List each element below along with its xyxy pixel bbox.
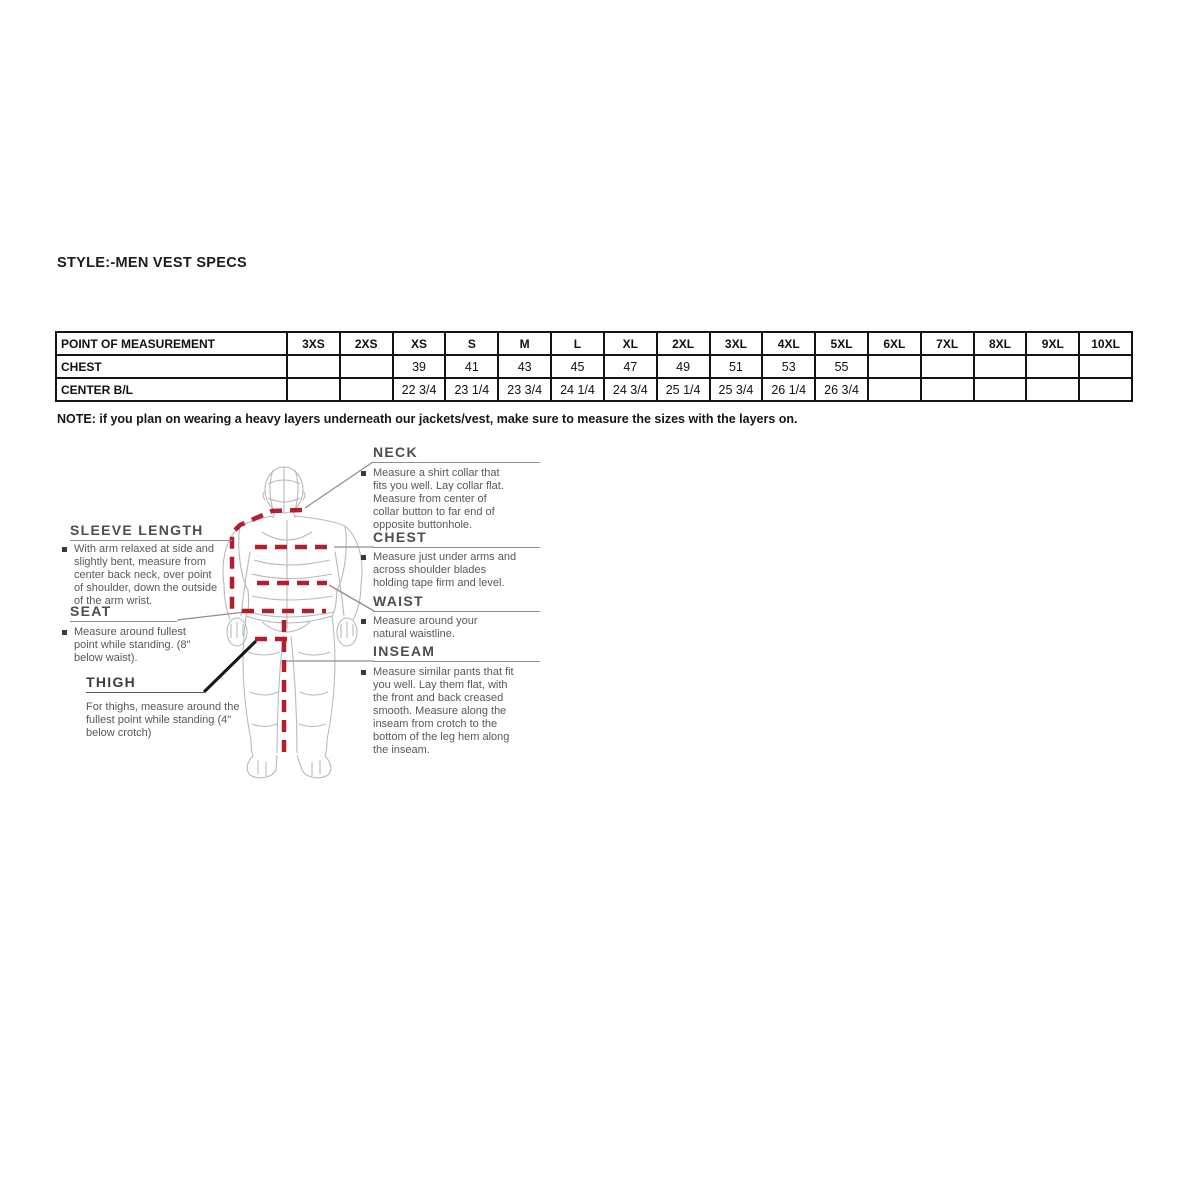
bullet-icon (361, 555, 366, 560)
row-label: CHEST (56, 355, 287, 378)
size-value-cell (921, 355, 974, 378)
column-header: 6XL (868, 332, 921, 355)
column-header: XL (604, 332, 657, 355)
thigh-leader-line (204, 641, 256, 692)
size-value-cell: 41 (445, 355, 498, 378)
thigh-heading: THIGH (86, 674, 204, 693)
waist-heading: WAIST (373, 593, 540, 612)
size-value-cell (287, 355, 340, 378)
size-value-cell (974, 378, 1027, 401)
size-value-cell: 24 1/4 (551, 378, 604, 401)
column-header: POINT OF MEASUREMENT (56, 332, 287, 355)
size-value-cell (1079, 378, 1132, 401)
size-value-cell: 43 (498, 355, 551, 378)
size-value-cell (1026, 378, 1079, 401)
size-value-cell (1026, 355, 1079, 378)
size-value-cell: 23 1/4 (445, 378, 498, 401)
column-header: 2XS (340, 332, 393, 355)
size-table-header-row (56, 332, 1132, 355)
bullet-icon (361, 670, 366, 675)
inseam-heading: INSEAM (373, 643, 540, 662)
note-text: NOTE: if you plan on wearing a heavy layers underneath our jackets/vest, make sure to measure the sizes with the layers on. (57, 412, 798, 426)
size-value-cell: 22 3/4 (393, 378, 446, 401)
size-value-cell: 23 3/4 (498, 378, 551, 401)
inseam-text: Measure similar pants that fit you well. Lay them flat, with the front and back creased smooth. Measure along the inseam from crotch to the bottom of the leg hem along the inseam. (361, 666, 521, 757)
seat-text: Measure around fullest point while standing. (8" below waist). (62, 626, 207, 665)
size-value-cell: 24 3/4 (604, 378, 657, 401)
column-header: 5XL (815, 332, 868, 355)
size-value-cell (868, 378, 921, 401)
row-label: CENTER B/L (56, 378, 287, 401)
size-value-cell: 55 (815, 355, 868, 378)
bullet-icon (62, 547, 67, 552)
column-header: L (551, 332, 604, 355)
table-row (56, 378, 1132, 401)
neck-heading: NECK (373, 444, 540, 463)
column-header: XS (393, 332, 446, 355)
size-value-cell (868, 355, 921, 378)
page-title: STYLE:-MEN VEST SPECS (57, 255, 247, 271)
size-value-cell: 47 (604, 355, 657, 378)
column-header: 7XL (921, 332, 974, 355)
size-value-cell (340, 355, 393, 378)
bullet-icon (361, 471, 366, 476)
column-header: 3XS (287, 332, 340, 355)
size-value-cell: 26 3/4 (815, 378, 868, 401)
chest-heading: CHEST (373, 529, 540, 548)
seat-heading: SEAT (70, 603, 177, 622)
size-value-cell (974, 355, 1027, 378)
waist-text: Measure around your natural waistline. (361, 615, 501, 641)
size-table-body (56, 355, 1132, 401)
chest-text: Measure just under arms and across shoulder blades holding tape firm and level. (361, 551, 519, 590)
column-header: 9XL (1026, 332, 1079, 355)
column-header: 4XL (762, 332, 815, 355)
size-value-cell: 25 1/4 (657, 378, 710, 401)
size-table (55, 331, 1133, 402)
column-header: S (445, 332, 498, 355)
sleeve-length-heading: SLEEVE LENGTH (70, 522, 232, 541)
column-header: 10XL (1079, 332, 1132, 355)
size-value-cell: 25 3/4 (710, 378, 763, 401)
bullet-icon (361, 619, 366, 624)
size-value-cell: 26 1/4 (762, 378, 815, 401)
column-header: 2XL (657, 332, 710, 355)
sleeve-measure-line (232, 510, 302, 612)
table-row (56, 355, 1132, 378)
size-value-cell: 39 (393, 355, 446, 378)
column-header: M (498, 332, 551, 355)
size-value-cell: 53 (762, 355, 815, 378)
size-value-cell (340, 378, 393, 401)
size-value-cell (287, 378, 340, 401)
column-header: 3XL (710, 332, 763, 355)
size-value-cell: 51 (710, 355, 763, 378)
column-header: 8XL (974, 332, 1027, 355)
bullet-icon (62, 630, 67, 635)
thigh-text: For thighs, measure around the fullest point while standing (4" below crotch) (86, 701, 240, 739)
size-value-cell: 49 (657, 355, 710, 378)
size-value-cell (921, 378, 974, 401)
size-value-cell: 45 (551, 355, 604, 378)
neck-text: Measure a shirt collar that fits you well. Lay collar flat. Measure from center of collar button to far end of opposite buttonhole. (361, 467, 513, 532)
size-value-cell (1079, 355, 1132, 378)
sleeve-length-text: With arm relaxed at side and slightly bent, measure from center back neck, over point of shoulder, down the outside of the arm wrist. (62, 543, 222, 608)
